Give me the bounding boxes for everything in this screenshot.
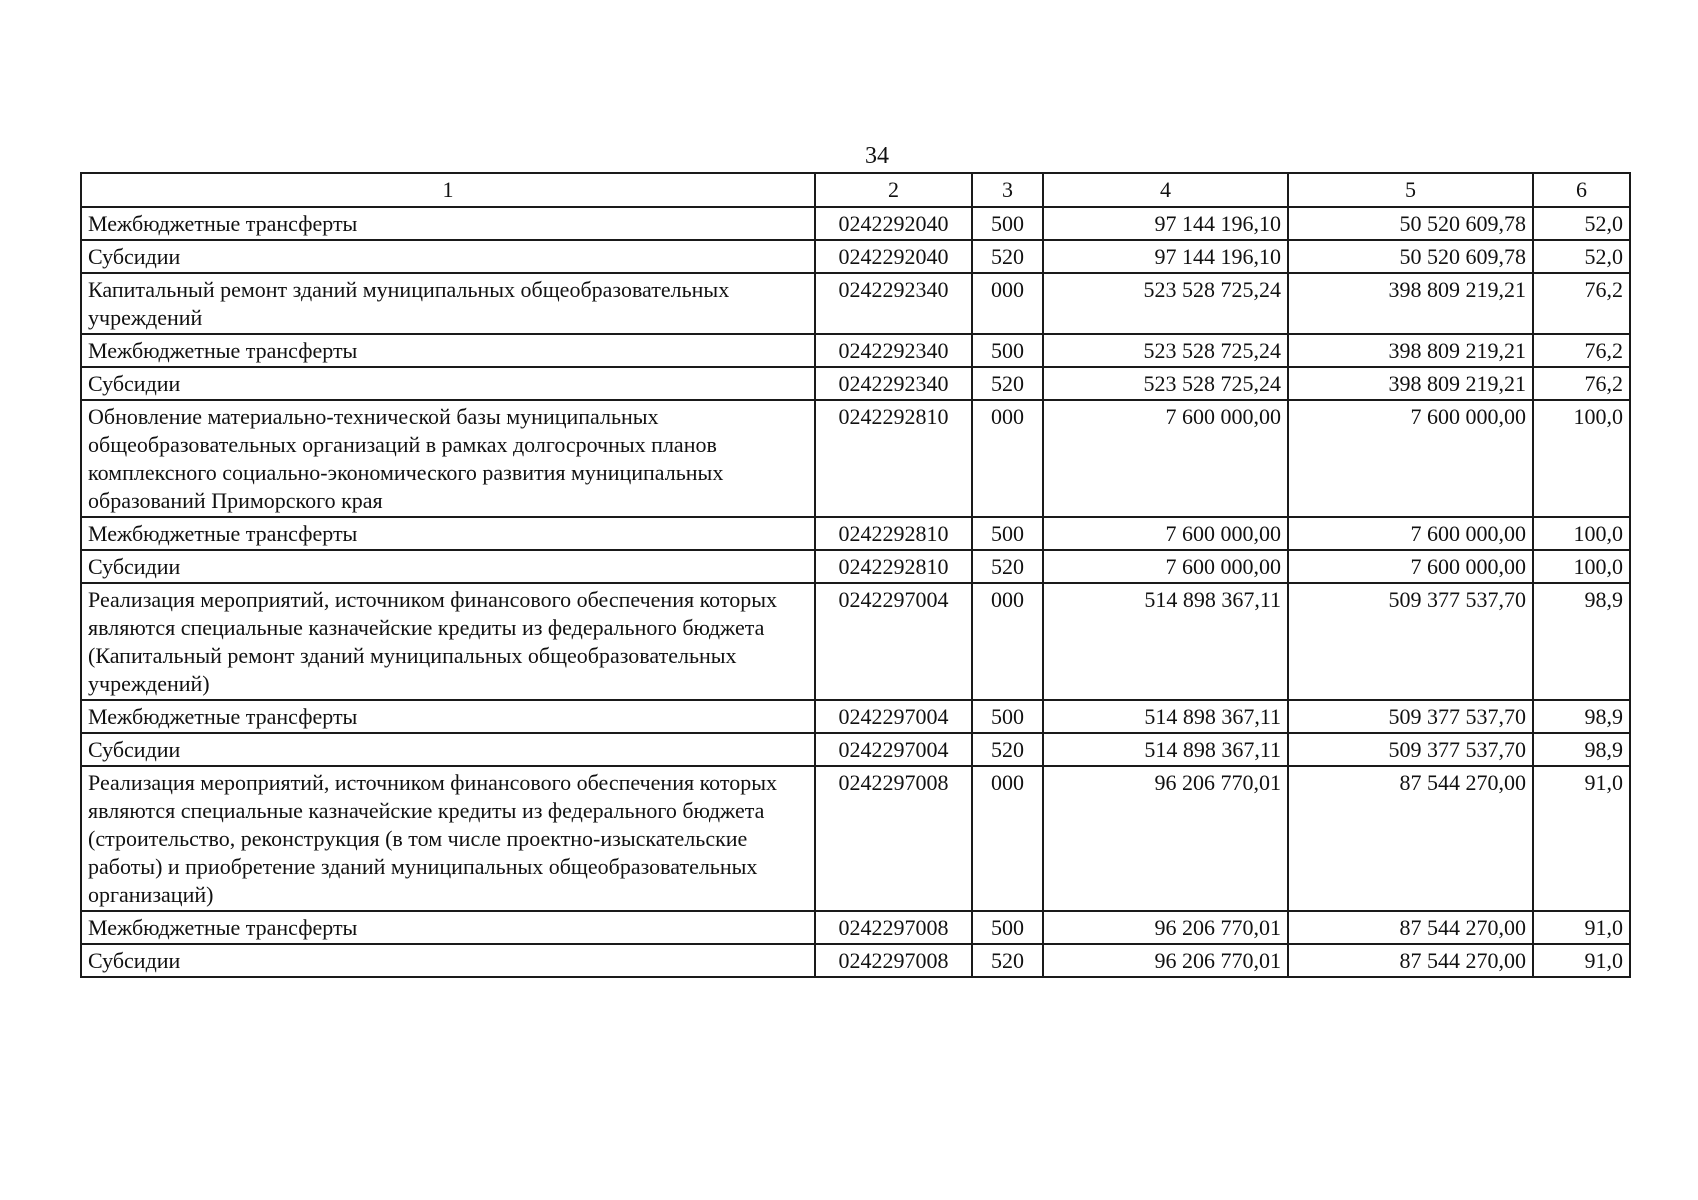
row-code-cell: 0242292340	[815, 334, 972, 367]
row-type-cell: 500	[972, 207, 1043, 240]
budget-table	[80, 172, 1631, 978]
row-name-cell: Обновление материально-технической базы муниципальных общеобразовательных организаций в рамках долгосрочных планов комплексного социально-экономического развития муниципальных образований Приморского края	[81, 400, 815, 517]
table-row	[81, 944, 1630, 977]
header-col-5: 5	[1288, 173, 1533, 207]
row-type-cell: 520	[972, 367, 1043, 400]
row-plan-amount-cell: 96 206 770,01	[1043, 944, 1288, 977]
row-percent-cell: 76,2	[1533, 367, 1630, 400]
row-type-cell: 500	[972, 334, 1043, 367]
row-percent-cell: 100,0	[1533, 550, 1630, 583]
row-code-cell: 0242292340	[815, 367, 972, 400]
row-percent-cell: 91,0	[1533, 944, 1630, 977]
row-code-cell: 0242292810	[815, 517, 972, 550]
row-name-cell: Реализация мероприятий, источником финансового обеспечения которых являются специальные казначейские кредиты из федерального бюджета (строительство, реконструкция (в том числе проектно-изыскательские работы) и приобретение зданий муниципальных общеобразовательных организаций)	[81, 766, 815, 911]
row-fact-amount-cell: 7 600 000,00	[1288, 517, 1533, 550]
row-percent-cell: 52,0	[1533, 207, 1630, 240]
row-code-cell: 0242297004	[815, 700, 972, 733]
page-number: 34	[865, 143, 889, 169]
row-name-cell: Межбюджетные трансферты	[81, 517, 815, 550]
row-code-cell: 0242292040	[815, 207, 972, 240]
row-type-cell: 500	[972, 700, 1043, 733]
row-name-cell: Межбюджетные трансферты	[81, 207, 815, 240]
row-plan-amount-cell: 97 144 196,10	[1043, 207, 1288, 240]
row-percent-cell: 98,9	[1533, 733, 1630, 766]
row-name-cell: Капитальный ремонт зданий муниципальных общеобразовательных учреждений	[81, 273, 815, 334]
row-plan-amount-cell: 523 528 725,24	[1043, 367, 1288, 400]
row-code-cell: 0242297004	[815, 733, 972, 766]
header-col-2: 2	[815, 173, 972, 207]
table-row	[81, 550, 1630, 583]
row-name-cell: Межбюджетные трансферты	[81, 700, 815, 733]
table-row	[81, 766, 1630, 911]
row-percent-cell: 76,2	[1533, 334, 1630, 367]
table-row	[81, 700, 1630, 733]
row-code-cell: 0242297008	[815, 944, 972, 977]
row-plan-amount-cell: 514 898 367,11	[1043, 700, 1288, 733]
row-fact-amount-cell: 509 377 537,70	[1288, 733, 1533, 766]
row-name-cell: Межбюджетные трансферты	[81, 334, 815, 367]
table-row	[81, 583, 1630, 700]
row-percent-cell: 52,0	[1533, 240, 1630, 273]
row-percent-cell: 100,0	[1533, 400, 1630, 517]
table-row	[81, 207, 1630, 240]
row-fact-amount-cell: 87 544 270,00	[1288, 766, 1533, 911]
row-type-cell: 520	[972, 240, 1043, 273]
row-name-cell: Субсидии	[81, 944, 815, 977]
row-plan-amount-cell: 96 206 770,01	[1043, 911, 1288, 944]
row-plan-amount-cell: 7 600 000,00	[1043, 517, 1288, 550]
row-plan-amount-cell: 7 600 000,00	[1043, 550, 1288, 583]
row-fact-amount-cell: 7 600 000,00	[1288, 400, 1533, 517]
row-code-cell: 0242292810	[815, 550, 972, 583]
row-fact-amount-cell: 509 377 537,70	[1288, 583, 1533, 700]
row-type-cell: 500	[972, 517, 1043, 550]
row-fact-amount-cell: 87 544 270,00	[1288, 944, 1533, 977]
row-fact-amount-cell: 50 520 609,78	[1288, 207, 1533, 240]
row-plan-amount-cell: 514 898 367,11	[1043, 733, 1288, 766]
row-fact-amount-cell: 398 809 219,21	[1288, 273, 1533, 334]
row-code-cell: 0242292810	[815, 400, 972, 517]
row-fact-amount-cell: 7 600 000,00	[1288, 550, 1533, 583]
table-row	[81, 733, 1630, 766]
row-name-cell: Субсидии	[81, 550, 815, 583]
row-plan-amount-cell: 97 144 196,10	[1043, 240, 1288, 273]
header-col-1: 1	[81, 173, 815, 207]
row-code-cell: 0242297008	[815, 911, 972, 944]
row-name-cell: Субсидии	[81, 733, 815, 766]
row-percent-cell: 100,0	[1533, 517, 1630, 550]
table-row	[81, 911, 1630, 944]
row-code-cell: 0242292340	[815, 273, 972, 334]
row-type-cell: 000	[972, 583, 1043, 700]
row-percent-cell: 91,0	[1533, 911, 1630, 944]
row-plan-amount-cell: 514 898 367,11	[1043, 583, 1288, 700]
row-name-cell: Субсидии	[81, 367, 815, 400]
row-percent-cell: 76,2	[1533, 273, 1630, 334]
row-name-cell: Субсидии	[81, 240, 815, 273]
row-type-cell: 520	[972, 550, 1043, 583]
table-row	[81, 400, 1630, 517]
row-code-cell: 0242297008	[815, 766, 972, 911]
table-row	[81, 517, 1630, 550]
row-type-cell: 000	[972, 400, 1043, 517]
table-body	[81, 207, 1630, 977]
row-fact-amount-cell: 509 377 537,70	[1288, 700, 1533, 733]
row-type-cell: 500	[972, 911, 1043, 944]
header-col-4: 4	[1043, 173, 1288, 207]
header-row	[81, 173, 1630, 207]
row-plan-amount-cell: 523 528 725,24	[1043, 273, 1288, 334]
row-fact-amount-cell: 87 544 270,00	[1288, 911, 1533, 944]
table-row	[81, 240, 1630, 273]
row-type-cell: 000	[972, 766, 1043, 911]
row-plan-amount-cell: 96 206 770,01	[1043, 766, 1288, 911]
table-row	[81, 334, 1630, 367]
row-name-cell: Реализация мероприятий, источником финансового обеспечения которых являются специальные казначейские кредиты из федерального бюджета (Капитальный ремонт зданий муниципальных общеобразовательных учреждений)	[81, 583, 815, 700]
row-percent-cell: 98,9	[1533, 583, 1630, 700]
row-percent-cell: 98,9	[1533, 700, 1630, 733]
row-code-cell: 0242292040	[815, 240, 972, 273]
row-code-cell: 0242297004	[815, 583, 972, 700]
row-type-cell: 000	[972, 273, 1043, 334]
row-plan-amount-cell: 7 600 000,00	[1043, 400, 1288, 517]
header-col-6: 6	[1533, 173, 1630, 207]
row-plan-amount-cell: 523 528 725,24	[1043, 334, 1288, 367]
header-col-3: 3	[972, 173, 1043, 207]
row-type-cell: 520	[972, 944, 1043, 977]
row-fact-amount-cell: 398 809 219,21	[1288, 334, 1533, 367]
row-type-cell: 520	[972, 733, 1043, 766]
row-name-cell: Межбюджетные трансферты	[81, 911, 815, 944]
table-row	[81, 367, 1630, 400]
row-percent-cell: 91,0	[1533, 766, 1630, 911]
table-row	[81, 273, 1630, 334]
row-fact-amount-cell: 50 520 609,78	[1288, 240, 1533, 273]
row-fact-amount-cell: 398 809 219,21	[1288, 367, 1533, 400]
